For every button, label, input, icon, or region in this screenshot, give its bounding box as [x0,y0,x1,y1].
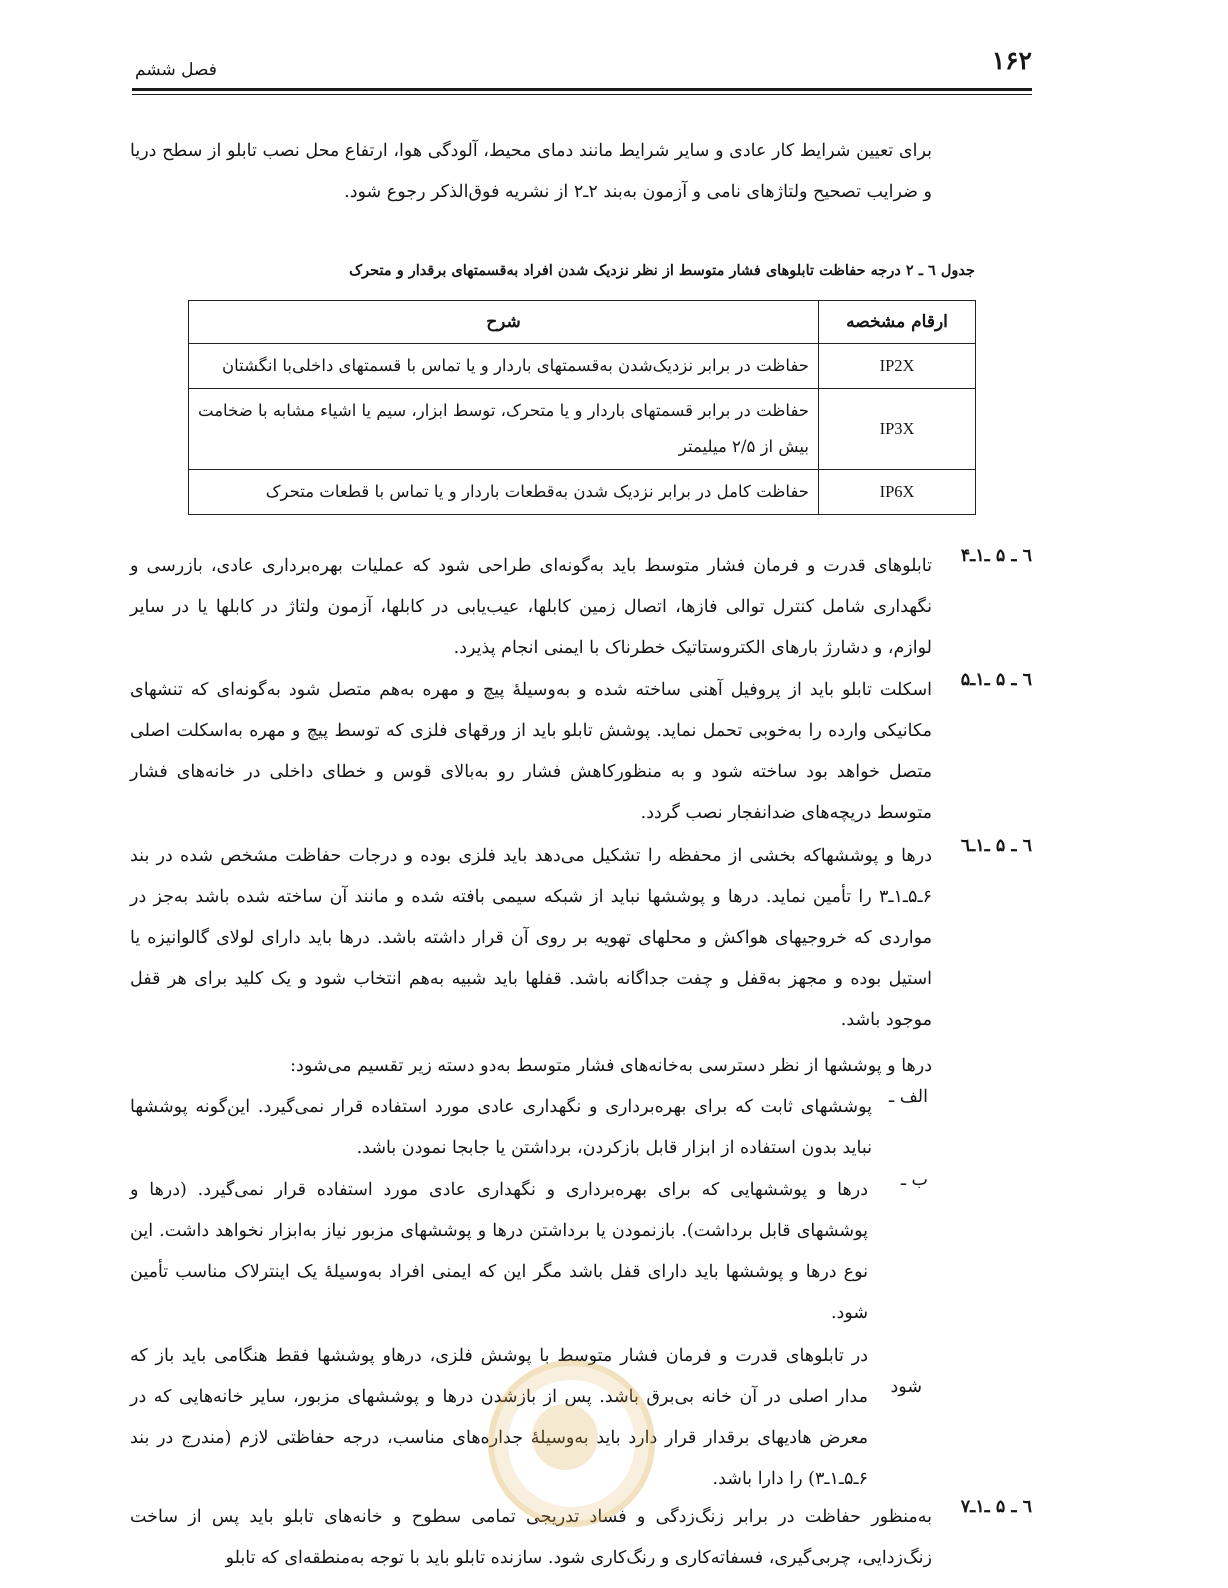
intro-paragraph: برای تعیین شرایط کار عادی و سایر شرایط مانند دمای محیط، آلودگی هوا، ارتفاع محل نصب تابلو از سطح دریا و ضرایب تصحیح ولتاژهای نامی و آزمون به‌بند ۲ـ۲ از نشریه فوق‌الذکر رجوع شود. [130,141,932,202]
col-header-code: ارقام مشخصه [819,301,976,344]
section-6-text: درها و پوششهاکه بخشی از محفظه را تشکیل می‌دهد باید فلزی بوده و درجات حفاظت مشخص شده در بند ۶ـ۵ـ۱ـ۳ را تأمین نماید. درها و پوششها نباید از شبکه سیمی بافته شده و مانند آن ساخته شده باشد به‌جز در مواردی که خروجیهای هواکش و محلهای تهویه بر روی آن قرار داشته باشد. درها باید دارای لولای گالوانیزه یا استیل بوده و مجهز به‌قفل و چفت جداگانه باشد. قفلها باید شبیه به‌هم انتخاب شود و یک کلید برای هر قفل موجود باشد. [130,846,932,1030]
table-row [189,470,976,515]
table-row [189,344,976,389]
seal-center [532,1404,598,1470]
item-a-label: الف ـ [889,1087,928,1107]
row-desc: حفاظت در برابر نزدیک‌شدن به‌قسمتهای باردار و یا تماس با قسمتهای داخلی‌با انگشتان [189,344,819,389]
row-code: IP6X [819,470,976,515]
row-desc: حفاظت کامل در برابر نزدیک شدن به‌قطعات باردار و یا تماس با قطعات متحرک [189,470,819,515]
section-number-6: ٦ ـ ۵ ـ۱ـ٦ [960,836,1032,856]
item-a-text: پوششهای ثابت که برای بهره‌برداری و نگهداری عادی مورد استفاده قرار نمی‌گیرد. این‌گونه پوششها نباید بدون استفاده از ابزار قابل بازکردن، برداشتن یا جابجا نمودن باشد. [130,1097,872,1158]
section-number-5: ٦ ـ ۵ ـ۱ـ۵ [960,670,1032,690]
protection-degree-table [188,300,976,515]
item-b-text: درها و پوششهایی که برای بهره‌برداری و نگهداری عادی مورد استفاده قرار نمی‌گیرد. (درها و پوششهای قابل برداشت). بازنمودن یا برداشتن درها و پوششهای مزبور نیاز به‌ابزار نخواهد داشت. این نوع درها و پوششها باید دارای قفل باشد مگر این که ایمنی افراد به‌وسیلهٔ یک اینترلاک مناسب تأمین شود. [130,1180,868,1323]
row-desc: حفاظت در برابر قسمتهای باردار و یا متحرک، توسط ابزار، سیم یا اشیاء مشابه با ضخامت بیش از ۲/۵ میلیمتر [189,389,819,470]
header-rule-thin [132,94,1032,95]
table-row [189,389,976,470]
section-4-text: تابلوهای قدرت و فرمان فشار متوسط باید به‌گونه‌ای طراحی شود که عملیات بهره‌برداری عادی، بازرسی و نگهداری شامل کنترل توالی فازها، اتصال زمین کابلها، عیب‌یابی در کابلها، آزمون ولتاژ در کابلها یا در سایر لوازم، و دشارژ بارهای الکتروستاتیک خطرناک با ایمنی انجام پذیرد. [130,556,932,658]
page-number: ۱۶۲ [991,46,1032,75]
item-c-text: در تابلوهای قدرت و فرمان فشار متوسط با پوشش فلزی، درهاو پوششها فقط هنگامی باید باز که مدار اصلی در آن خانه بی‌برق باشد. پس از بازشدن درها و پوششهای مزبور، سایر خانه‌هایی که در معرض هادیهای برقدار قرار دارد باید به‌وسیلهٔ جداره‌های مناسب، درجه حفاظتی لازم (مندرج در بند ۶ـ۵ـ۱ـ۳) را دارا باشد. [130,1346,868,1489]
item-b-label: ب ـ [900,1170,928,1190]
header-rule [132,88,1032,91]
row-code: IP3X [819,389,976,470]
item-c-label: شود [890,1377,922,1397]
row-code: IP2X [819,344,976,389]
section-number-4: ٦ ـ ۵ ـ۱ـ۴ [960,546,1032,566]
section-number-7: ٦ ـ ۵ ـ۱ـ۷ [960,1497,1032,1517]
table-caption: جدول ٦ ـ ۲ درجه حفاظت تابلوهای فشار متوسط از نظر نزدیک شدن افراد به‌قسمتهای برقدار و متحرک [349,262,975,279]
section-5-text: اسکلت تابلو باید از پروفیل آهنی ساخته شده و به‌وسیلهٔ پیچ و مهره به‌هم متصل شود به‌گونه‌ای که تنشهای مکانیکی وارده را به‌خوبی تحمل نماید. پوشش تابلو باید از ورقهای فلزی که توسط پیچ و مهره به‌اسکلت اصلی متصل خواهد بود ساخته شود و به منظورکاهش فشار رو به‌بالای قوس و خطای داخلی در خانه‌های فشار متوسط دریچه‌های ضدانفجار نصب گردد. [130,680,932,823]
watermark-seal-icon [488,1360,655,1527]
section-7-text: به‌منظور حفاظت در برابر زنگ‌زدگی و فساد تدریجی تمامی سطوح و خانه‌های تابلو باید پس از ساخت زنگ‌زدایی، چربی‌گیری، فسفاته‌کاری و رنگ‌کاری شود. سازنده تابلو باید با توجه به‌منطقه‌ای که تابلو [130,1507,932,1568]
chapter-title: فصل ششم [135,60,217,80]
section-6-intro-list: درها و پوششها از نظر دسترسی به‌خانه‌های فشار متوسط به‌دو دسته زیر تقسیم می‌شود: [290,1056,932,1076]
table-header-row [189,301,976,344]
col-header-desc: شرح [189,301,819,344]
